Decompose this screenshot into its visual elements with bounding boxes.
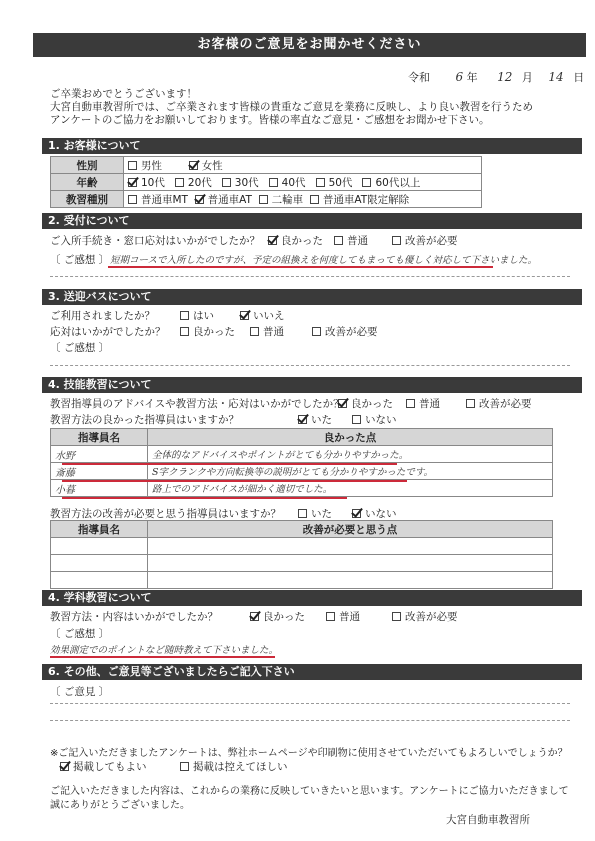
type-at-checkbox[interactable] [195, 195, 204, 204]
skill-q1-improve[interactable] [466, 396, 532, 411]
option-label: 普通 [339, 611, 360, 623]
academic-impression-text[interactable]: 効果測定でのポイントなど随時教えて下さいました。 [50, 645, 279, 656]
type-mt-checkbox[interactable] [128, 195, 137, 204]
highlight-underline [50, 656, 275, 658]
age-50-checkbox[interactable] [316, 178, 325, 187]
option-label: 50代 [328, 176, 353, 189]
checkbox[interactable] [60, 762, 69, 771]
age-20-checkbox[interactable] [175, 178, 184, 187]
academic-question: 教習方法・内容はいかがでしたか？ [50, 611, 218, 623]
option-label: 掲載してもよい [73, 761, 147, 773]
skill-q1-normal[interactable] [406, 396, 440, 411]
skill-q2: 教習方法の良かった指導員はいますか？ [50, 414, 239, 426]
course-type-label: 教習種別 [51, 191, 124, 208]
page-title: お客様のご意見をお聞かせください [33, 33, 586, 57]
option-label: 改善が必要 [479, 398, 532, 410]
gender-female-checkbox[interactable] [189, 161, 198, 170]
academic-impression-label: 〔 ご感想 〕 [50, 628, 110, 640]
checkbox[interactable] [312, 327, 321, 336]
bus-q1: ご利用されましたか？ [50, 310, 155, 322]
improve-point-cell[interactable] [148, 555, 553, 572]
option-label: 二輪車 [271, 193, 304, 206]
highlight-underline [62, 463, 397, 465]
checkbox[interactable] [406, 399, 415, 408]
age-options [124, 174, 482, 191]
organization-name: 大宮自動車教習所 [446, 814, 530, 826]
checkbox[interactable] [250, 327, 259, 336]
checkbox[interactable] [352, 415, 361, 424]
option-label: 30代 [234, 176, 259, 189]
section-other-header: 6. その他、ご意見等ございましたらご記入下さい [42, 664, 582, 680]
divider [50, 365, 570, 366]
checkbox[interactable] [392, 236, 401, 245]
improve-point-cell[interactable] [148, 572, 553, 589]
checkbox[interactable] [180, 327, 189, 336]
skill-q3: 教習方法の改善が必要と思う指導員はいますか？ [50, 508, 281, 520]
bus-service-improve[interactable] [312, 324, 378, 339]
section-customer-header: 1. お客様について [42, 138, 582, 154]
option-label: 改善が必要 [405, 235, 458, 247]
intro-line: ご卒業おめでとうございます！ [50, 88, 197, 100]
skill-q1: 教習指導員のアドバイスや教習方法・応対はいかがでしたか？ [50, 398, 344, 410]
age-10-checkbox[interactable] [128, 178, 137, 187]
gender-label: 性別 [51, 157, 124, 174]
good-col-name: 指導員名 [51, 429, 148, 446]
type-at-release-checkbox[interactable] [310, 195, 319, 204]
table-row [51, 555, 553, 572]
option-label: 普通車AT [207, 193, 252, 206]
checkbox[interactable] [334, 236, 343, 245]
table-row [51, 446, 553, 463]
skill-q2-no[interactable] [352, 412, 397, 427]
checkbox[interactable] [250, 612, 259, 621]
customer-table [50, 156, 482, 208]
option-label: 普通 [347, 235, 368, 247]
skill-q2-yes[interactable] [298, 412, 332, 427]
checkbox[interactable] [338, 399, 347, 408]
instructor-name[interactable]: 小暮 [51, 480, 148, 497]
academic-option-normal[interactable] [326, 609, 360, 624]
bus-used-yes[interactable] [180, 308, 214, 323]
consent-ok[interactable] [60, 759, 147, 774]
option-label: いた [311, 414, 332, 426]
option-label: 普通 [419, 398, 440, 410]
option-label: いた [311, 508, 332, 520]
type-bike-checkbox[interactable] [259, 195, 268, 204]
instructor-name-cell[interactable] [51, 555, 148, 572]
date-era: 令和 [408, 71, 430, 84]
option-label: 改善が必要 [325, 326, 378, 338]
table-row [51, 463, 553, 480]
good-col-point: 良かった点 [148, 429, 553, 446]
date-year[interactable]: 6 [455, 70, 464, 84]
opinion-line[interactable] [50, 703, 570, 704]
table-row [51, 572, 553, 589]
table-row [51, 480, 553, 497]
academic-option-good[interactable] [250, 609, 305, 624]
checkbox[interactable] [298, 509, 307, 518]
checkbox[interactable] [392, 612, 401, 621]
date-year-unit: 年 [466, 71, 478, 84]
instructor-name[interactable]: 水野 [51, 446, 148, 463]
option-label: 普通車AT限定解除 [322, 193, 410, 206]
option-label: いない [365, 508, 397, 520]
reception-impression-text[interactable]: 短期コースで入所したのですが、予定の組換えを何度してもまっても優しく対応して下さいました。 [110, 255, 538, 266]
age-40-checkbox[interactable] [269, 178, 278, 187]
option-label: 男性 [141, 159, 162, 172]
bus-q2: 応対はいかがでしたか？ [50, 326, 166, 338]
option-label: 10代 [141, 176, 165, 189]
other-opinion-label: 〔 ご意見 〕 [50, 686, 110, 698]
option-label: 普通 [263, 326, 284, 338]
course-type-options [124, 191, 482, 208]
bus-impression-label: 〔 ご感想 〕 [50, 342, 110, 354]
highlight-underline [62, 480, 407, 482]
option-label: 良かった [263, 611, 305, 623]
intro-line: 大宮自動車教習所では、ご卒業されます皆様の貴重なご意見を業務に反映し、より良い教習を行うため [50, 101, 533, 113]
consent-question: ※ご記入いただきましたアンケートは、弊社ホームページや印刷物に使用させていただいてもよろしいでしょうか？ [50, 748, 568, 759]
section-academic-header: 4. 学科教習について [42, 590, 582, 606]
instructor-name-cell[interactable] [51, 572, 148, 589]
instructor-name[interactable]: 斎藤 [51, 463, 148, 480]
date-day-unit: 日 [573, 71, 585, 84]
checkbox[interactable] [268, 236, 277, 245]
skill-q3-no[interactable] [352, 506, 397, 521]
checkbox[interactable] [352, 509, 361, 518]
gender-male-checkbox[interactable] [128, 161, 137, 170]
skill-q1-good[interactable] [338, 396, 393, 411]
academic-option-improve[interactable] [392, 609, 458, 624]
instructor-point[interactable]: 路上でのアドバイスが細かく適切でした。 [148, 480, 553, 497]
intro-text [50, 88, 570, 127]
option-label: 60代以上 [375, 176, 421, 189]
option-label: 改善が必要 [405, 611, 458, 623]
date-month-unit: 月 [521, 71, 533, 84]
option-label: 女性 [201, 159, 223, 172]
age-60-checkbox[interactable] [362, 178, 371, 187]
option-label: 20代 [187, 176, 212, 189]
improve-col-name: 指導員名 [51, 521, 148, 538]
section-skill-header: 4. 技能教習について [42, 377, 582, 393]
date-line [408, 69, 584, 85]
checkbox[interactable] [240, 311, 249, 320]
checkbox[interactable] [326, 612, 335, 621]
bus-used-no[interactable] [240, 308, 285, 323]
reception-option-improve[interactable] [392, 233, 458, 248]
option-label: 普通車MT [141, 193, 188, 206]
thanks-line-2: 誠にありがとうございました。 [50, 800, 190, 811]
checkbox[interactable] [180, 311, 189, 320]
age-30-checkbox[interactable] [222, 178, 231, 187]
option-label: いない [365, 414, 397, 426]
instructor-name-cell[interactable] [51, 538, 148, 555]
instructor-point[interactable]: S字クランクや方向転換等の説明がとても分かりやすかったです。 [148, 463, 553, 480]
improve-point-cell[interactable] [148, 538, 553, 555]
table-row [51, 538, 553, 555]
highlight-underline [62, 497, 347, 499]
skill-q3-yes[interactable] [298, 506, 332, 521]
opinion-line[interactable] [50, 720, 570, 721]
thanks-line-1: ご記入いただきました内容は、これからの業務に反映していきたいと思います。アンケートにご協力いただきまして [50, 786, 569, 797]
checkbox[interactable] [466, 399, 475, 408]
bus-service-good[interactable] [180, 324, 235, 339]
date-day[interactable]: 14 [548, 70, 564, 84]
date-month[interactable]: 12 [497, 70, 513, 84]
option-label: はい [193, 310, 214, 322]
option-label: 40代 [281, 176, 306, 189]
reception-impression-label: 〔 ご感想 〕 [50, 254, 110, 266]
reception-option-normal[interactable] [334, 233, 368, 248]
reception-option-good[interactable] [268, 233, 323, 248]
reception-question: ご入所手続き・窓口応対はいかがでしたか？ [50, 235, 260, 247]
checkbox[interactable] [298, 415, 307, 424]
highlight-underline [108, 266, 493, 268]
option-label: 良かった [193, 326, 235, 338]
option-label: 掲載は控えてほしい [193, 761, 288, 773]
instructor-point[interactable]: 全体的なアドバイスやポイントがとても分かりやすかった。 [148, 446, 553, 463]
age-label: 年齢 [51, 174, 124, 191]
option-label: 良かった [351, 398, 393, 410]
section-reception-header: 2. 受付について [42, 213, 582, 229]
bus-service-normal[interactable] [250, 324, 284, 339]
divider [50, 276, 570, 277]
consent-no[interactable] [180, 759, 288, 774]
gender-options [124, 157, 482, 174]
option-label: 良かった [281, 235, 323, 247]
improve-instructor-table [50, 520, 553, 589]
option-label: いいえ [253, 310, 285, 322]
checkbox[interactable] [180, 762, 189, 771]
improve-col-point: 改善が必要と思う点 [148, 521, 553, 538]
section-bus-header: 3. 送迎バスについて [42, 289, 582, 305]
intro-line: アンケートのご協力をお願いしております。皆様の率直なご意見・ご感想をお聞かせ下さい。 [50, 114, 490, 126]
